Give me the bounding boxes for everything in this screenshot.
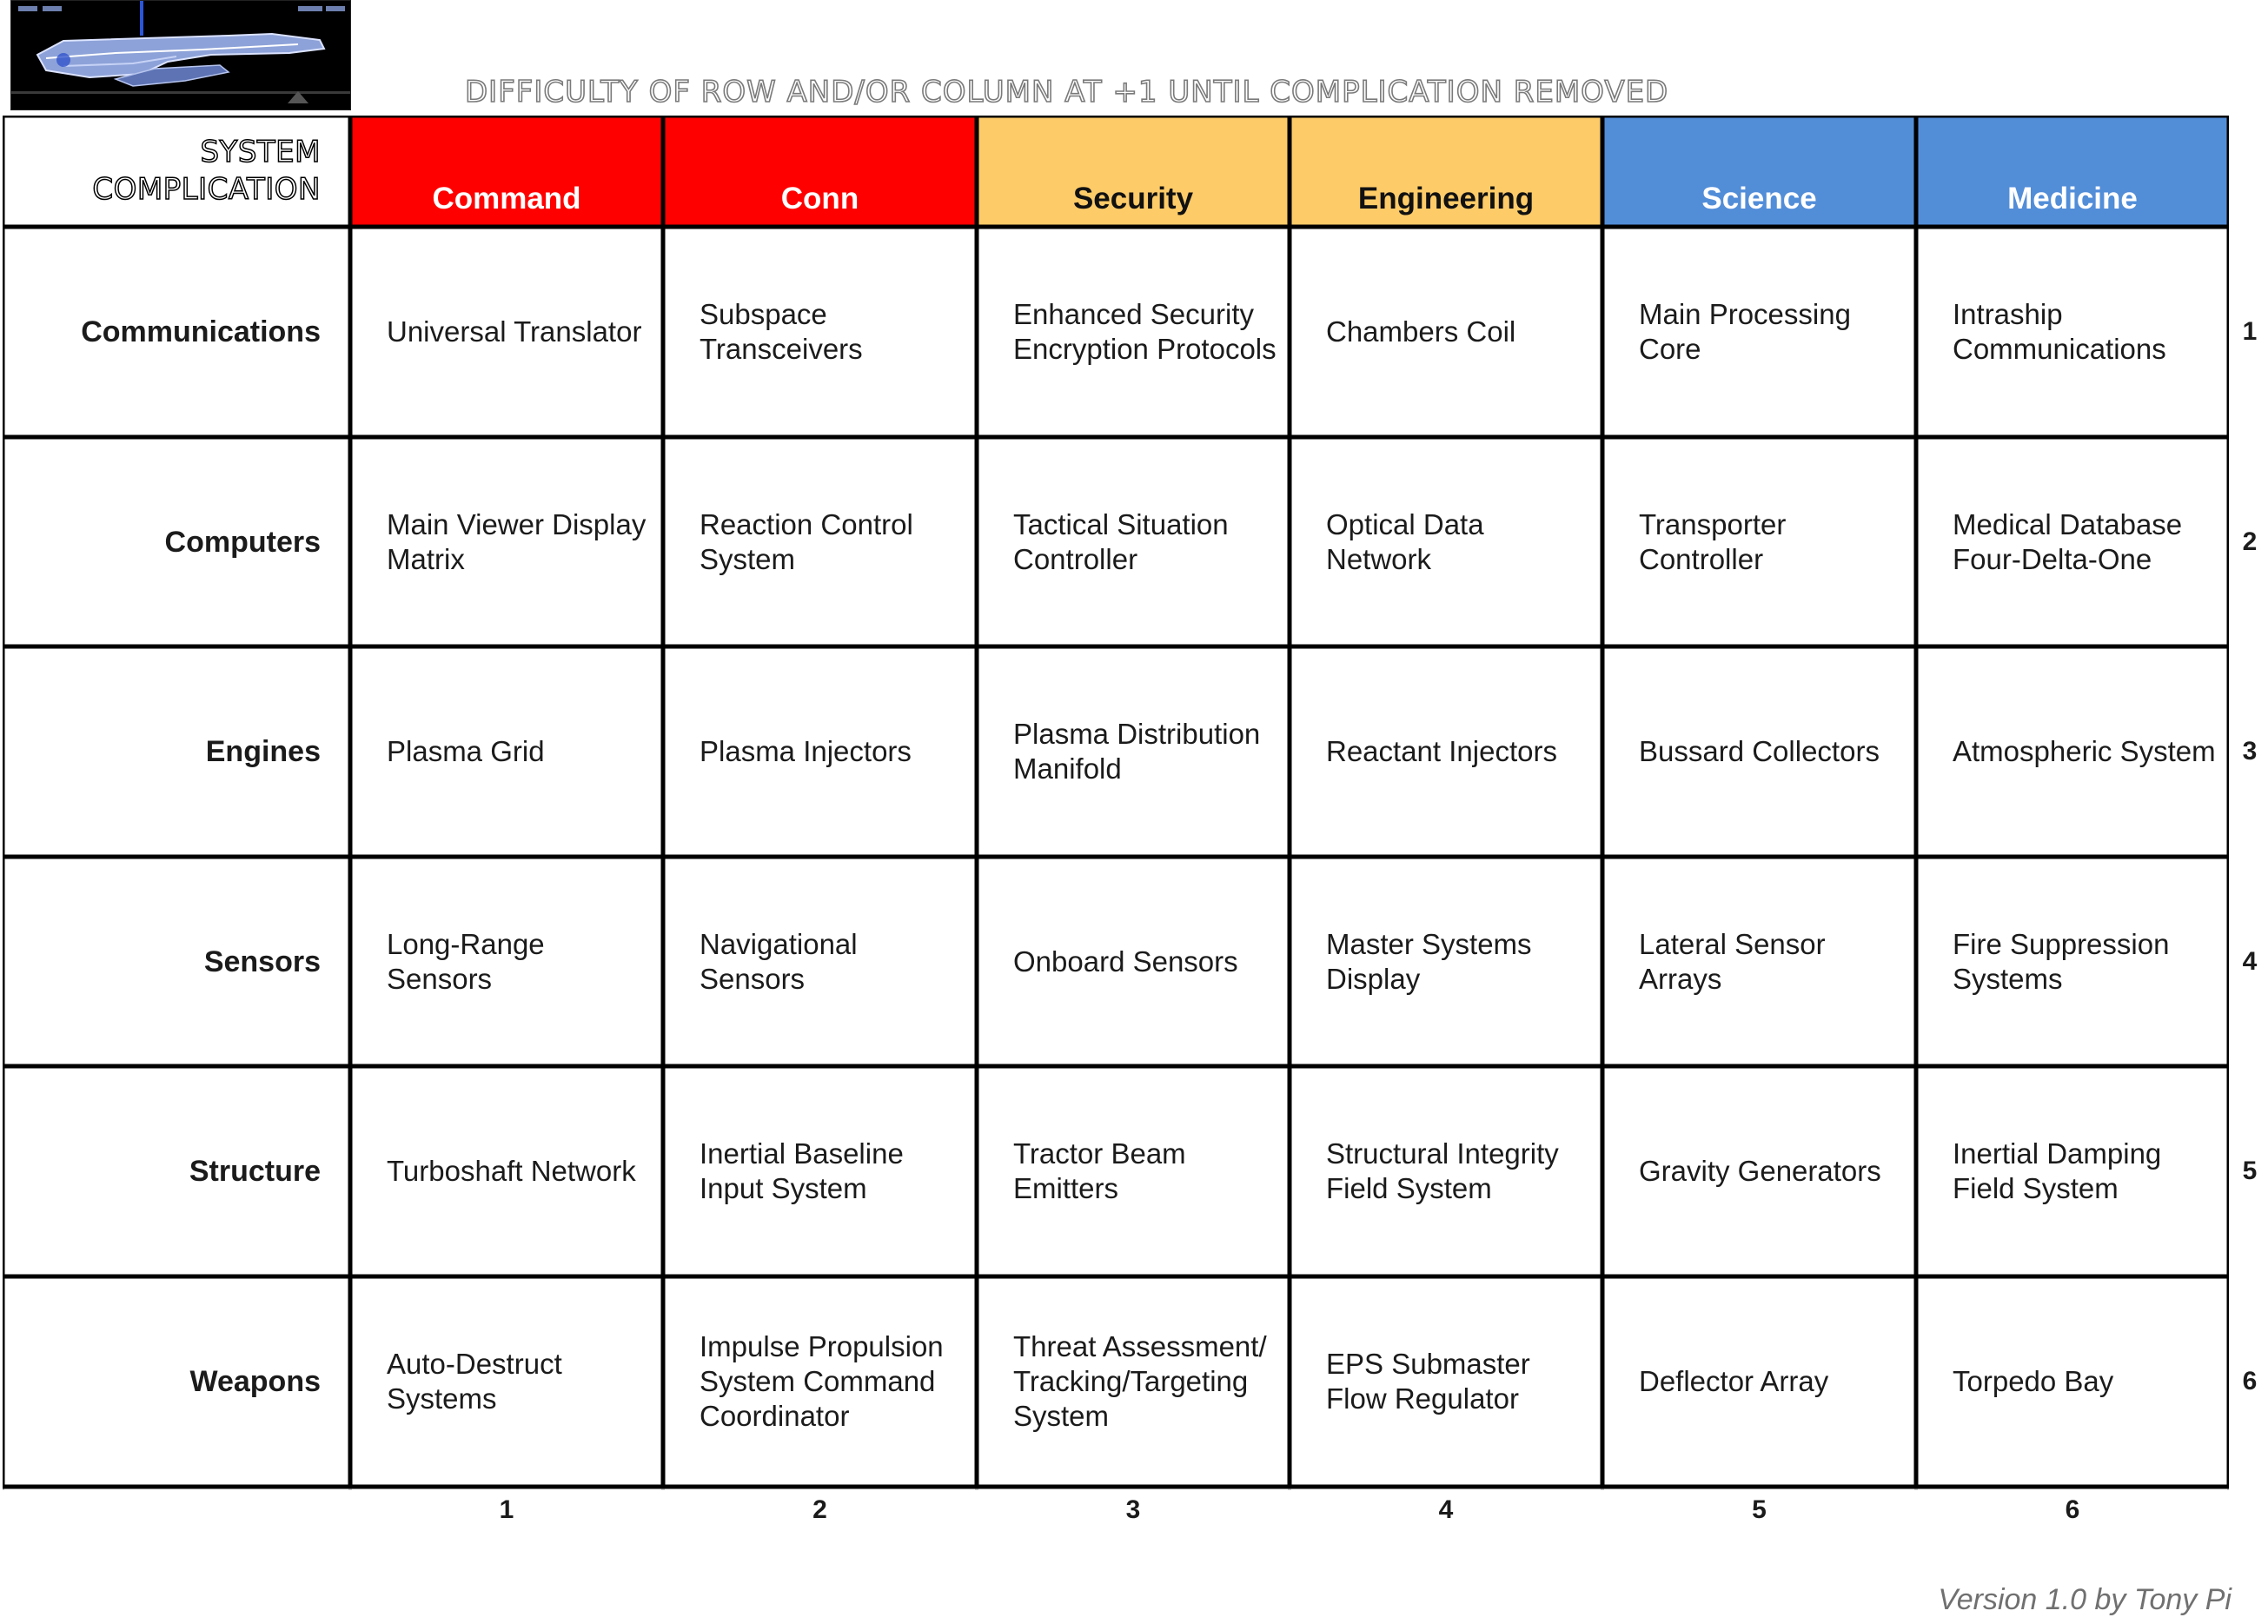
- complication-cell[interactable]: Deflector Array: [1639, 1365, 1829, 1397]
- complication-cell[interactable]: Torpedo Bay: [1953, 1365, 2114, 1397]
- complication-cell[interactable]: Structural Integrity Field System: [1326, 1137, 1559, 1204]
- complication-cell[interactable]: EPS Submaster Flow Regulator: [1326, 1348, 1530, 1415]
- complication-cell[interactable]: Onboard Sensors: [1013, 945, 1238, 978]
- row-header-computers: Computers: [164, 525, 321, 559]
- row-header-weapons: Weapons: [189, 1365, 321, 1398]
- complication-rule-note: DIFFICULTY OF ROW AND/OR COLUMN AT +1 UNTIL COMPLICATION REMOVED: [465, 75, 1669, 109]
- complication-cell[interactable]: Main Viewer Display Matrix: [387, 507, 647, 575]
- complication-cell[interactable]: Chambers Coil: [1326, 315, 1516, 348]
- starship-banner-image: [10, 0, 351, 110]
- column-header-science: Science: [1602, 116, 1916, 227]
- column-header-security: Security: [977, 116, 1290, 227]
- row-number: 4: [2242, 946, 2258, 976]
- column-number: 5: [1752, 1495, 1767, 1524]
- complication-matrix: [3, 116, 2258, 1524]
- complication-cell[interactable]: Reaction Control System: [700, 507, 913, 575]
- row-header-engines: Engines: [205, 735, 321, 768]
- complication-cell[interactable]: Reactant Injectors: [1326, 735, 1557, 767]
- complication-cell[interactable]: Lateral Sensor Arrays: [1639, 927, 1826, 995]
- complication-cell[interactable]: Inertial Damping Field System: [1953, 1137, 2162, 1204]
- complication-cell[interactable]: Tractor Beam Emitters: [1013, 1137, 1186, 1204]
- row-number: 1: [2242, 317, 2258, 346]
- complication-cell[interactable]: Fire Suppression Systems: [1953, 927, 2170, 995]
- complication-cell[interactable]: Atmospheric System: [1953, 735, 2216, 767]
- column-header-medicine: Medicine: [1916, 116, 2229, 227]
- complication-cell[interactable]: Medical Database Four-Delta-One: [1953, 507, 2183, 575]
- column-header-engineering: Engineering: [1290, 116, 1602, 227]
- complication-cell[interactable]: Plasma Injectors: [700, 735, 912, 767]
- row-header-sensors: Sensors: [203, 945, 321, 978]
- complication-cell[interactable]: Plasma Grid: [387, 735, 545, 767]
- complication-cell[interactable]: Threat Assessment/ Tracking/Targeting System: [1013, 1330, 1267, 1432]
- complication-cell[interactable]: Main Processing Core: [1639, 298, 1851, 365]
- row-header-communications: Communications: [81, 315, 321, 348]
- complication-cell[interactable]: Master Systems Display: [1326, 927, 1532, 995]
- complication-cell[interactable]: Universal Translator: [387, 315, 642, 348]
- row-number: 3: [2242, 737, 2258, 766]
- complication-cell[interactable]: Navigational Sensors: [700, 927, 858, 995]
- column-number: 4: [1438, 1495, 1454, 1524]
- complication-cell[interactable]: Plasma Distribution Manifold: [1013, 718, 1261, 785]
- complication-cell[interactable]: Long-Range Sensors: [387, 927, 545, 995]
- complication-cell[interactable]: Impulse Propulsion System Command Coordinator: [700, 1330, 944, 1432]
- column-number: 2: [812, 1495, 827, 1524]
- complication-cell[interactable]: Inertial Baseline Input System: [700, 1137, 904, 1204]
- row-header-structure: Structure: [189, 1155, 321, 1188]
- column-header-command: Command: [350, 116, 663, 227]
- complication-cell[interactable]: Auto-Destruct Systems: [387, 1348, 562, 1415]
- complication-cell[interactable]: Optical Data Network: [1326, 507, 1484, 575]
- column-number: 3: [1125, 1495, 1141, 1524]
- row-number: 2: [2242, 527, 2258, 556]
- complication-cell[interactable]: Transporter Controller: [1639, 507, 1787, 575]
- complication-cell[interactable]: Tactical Situation Controller: [1013, 507, 1229, 575]
- row-number: 5: [2242, 1157, 2258, 1185]
- system-complication-corner-label: SYSTEM COMPLICATION: [92, 135, 321, 207]
- column-number: 6: [2065, 1495, 2080, 1524]
- column-number: 1: [499, 1495, 514, 1524]
- row-number: 6: [2242, 1367, 2258, 1395]
- complication-cell[interactable]: Intraship Communications: [1953, 298, 2166, 365]
- column-header-conn: Conn: [663, 116, 977, 227]
- complication-cell[interactable]: Enhanced Security Encryption Protocols: [1013, 298, 1277, 365]
- complication-cell[interactable]: Gravity Generators: [1639, 1155, 1881, 1187]
- complication-cell[interactable]: Subspace Transceivers: [700, 298, 863, 365]
- complication-cell[interactable]: Turboshaft Network: [387, 1155, 636, 1187]
- version-credit: Version 1.0 by Tony Pi: [1938, 1583, 2232, 1616]
- complication-cell[interactable]: Bussard Collectors: [1639, 735, 1880, 767]
- starship-schematic-icon: [11, 1, 350, 109]
